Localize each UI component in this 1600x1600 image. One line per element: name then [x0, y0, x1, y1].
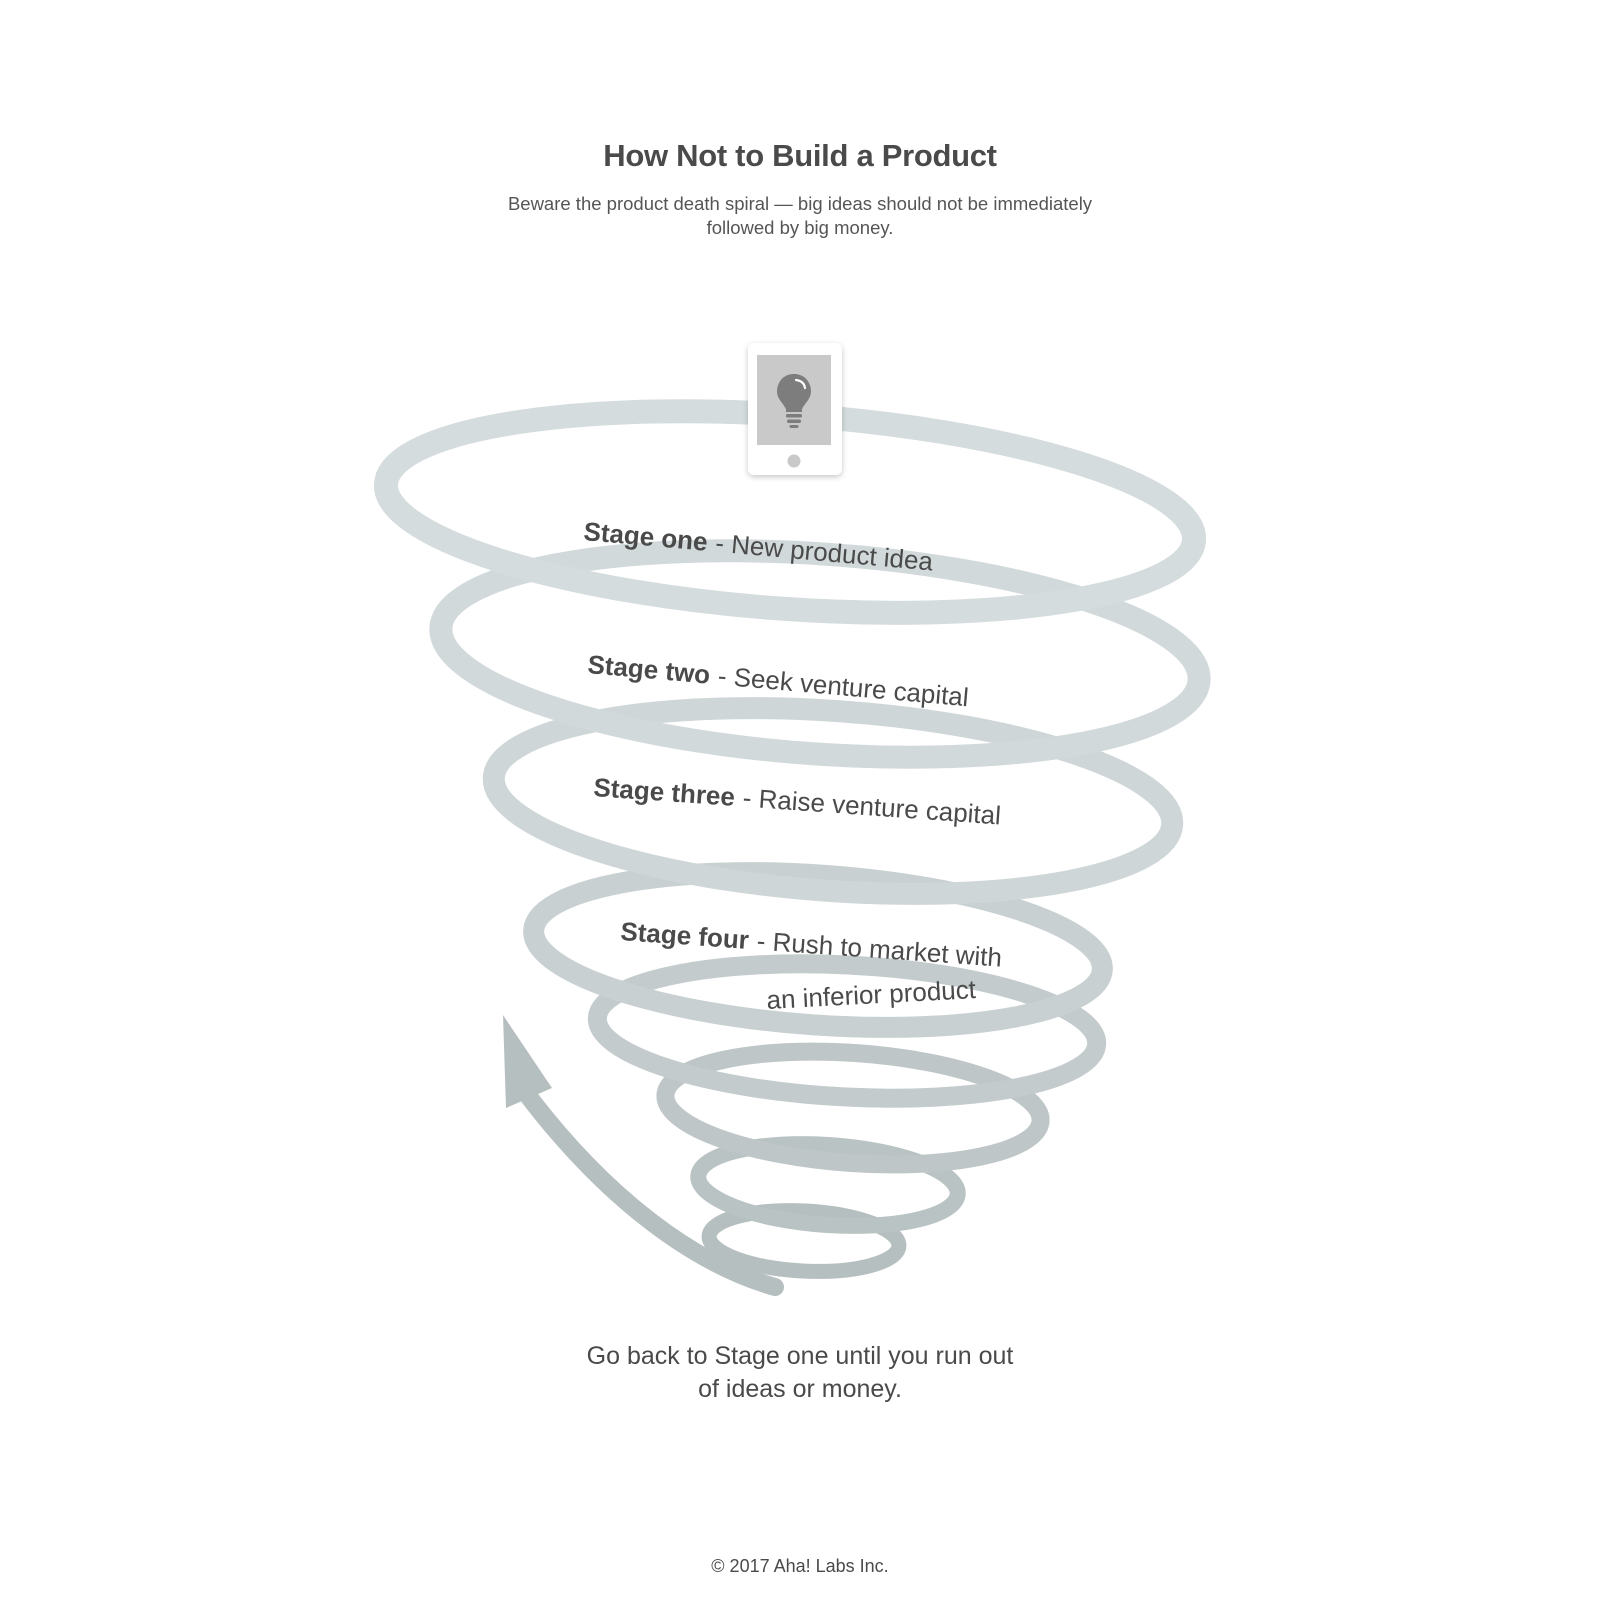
stage-three-label — [593, 772, 1002, 830]
footer-note-line: Go back to Stage one until you run out — [586, 1342, 1014, 1370]
stage-description: - Raise venture capital — [741, 782, 1002, 831]
device-icon — [748, 343, 842, 475]
stage-name: Stage three — [592, 772, 736, 812]
stage-four-label-line2: an inferior product — [765, 974, 977, 1015]
stage-name: Stage one — [582, 516, 709, 557]
stage-description: - New product idea — [714, 527, 935, 577]
page-title: How Not to Build a Product — [603, 138, 997, 173]
copyright: © 2017 Aha! Labs Inc. — [711, 1556, 889, 1576]
subtitle-line: followed by big money. — [706, 217, 894, 238]
footer-note — [500, 1340, 1100, 1406]
stage-description: - Rush to market with — [755, 925, 1003, 973]
stage-description: - Seek venture capital — [716, 660, 970, 713]
stage-name: Stage four — [619, 916, 750, 955]
stage-name: Stage two — [586, 649, 712, 690]
spiral — [379, 387, 1206, 1276]
subtitle-line: Beware the product death spiral — big ideas should not be immediately — [507, 193, 1093, 214]
stage-one-label — [582, 516, 934, 576]
footer-note-line: of ideas or money. — [698, 1375, 902, 1403]
